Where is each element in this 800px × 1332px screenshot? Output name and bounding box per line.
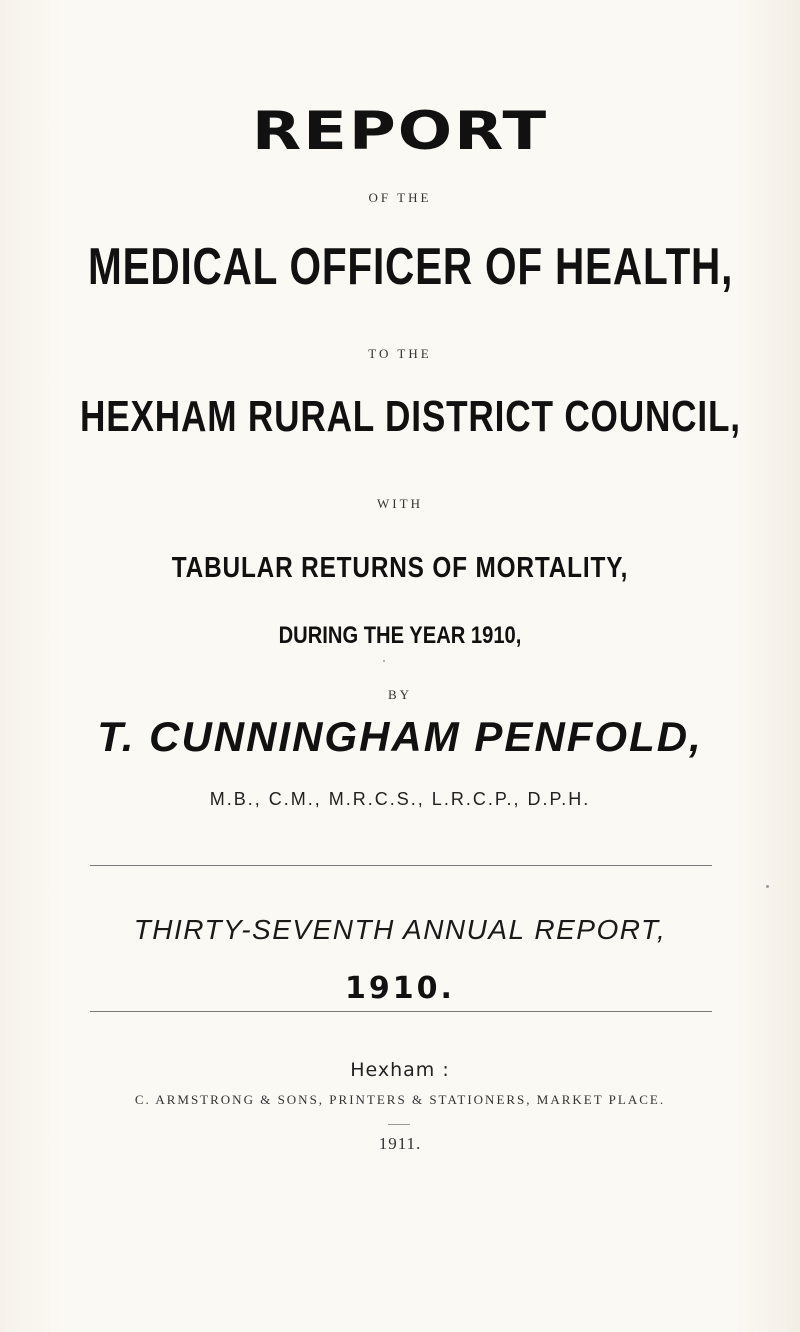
printer-imprint: C. ARMSTRONG & SONS, PRINTERS & STATIONERS, MARKET PLACE. [134,1092,666,1107]
report-year: 1910. [345,971,455,1006]
of-the-text: OF THE [368,190,432,205]
report-heading: REPORT [251,101,549,163]
subject-heading: MEDICAL OFFICER OF HEALTH, [88,238,734,296]
period-heading: DURING THE YEAR 1910, [278,622,522,649]
with-text: WITH [377,496,423,511]
edition-heading: THIRTY-SEVENTH ANNUAL REPORT, [133,914,667,945]
publication-year: 1911. [378,1134,422,1153]
author-qualifications: M.B., C.M., M.R.C.S., L.R.C.P., D.P.H. [209,789,591,809]
to-the-text: TO THE [368,346,432,361]
divider-rule-top [90,865,712,866]
short-divider [388,1124,410,1125]
publication-place: Hexham : [350,1059,450,1081]
paper-speck [766,885,769,888]
returns-heading: TABULAR RETURNS OF MORTALITY, [171,552,629,584]
author-name: T. CUNNINGHAM PENFOLD, [97,713,703,760]
paper-speck [383,660,385,662]
council-heading: HEXHAM RURAL DISTRICT COUNCIL, [80,392,741,441]
divider-rule-bottom [90,1011,712,1012]
by-text: BY [387,687,413,702]
